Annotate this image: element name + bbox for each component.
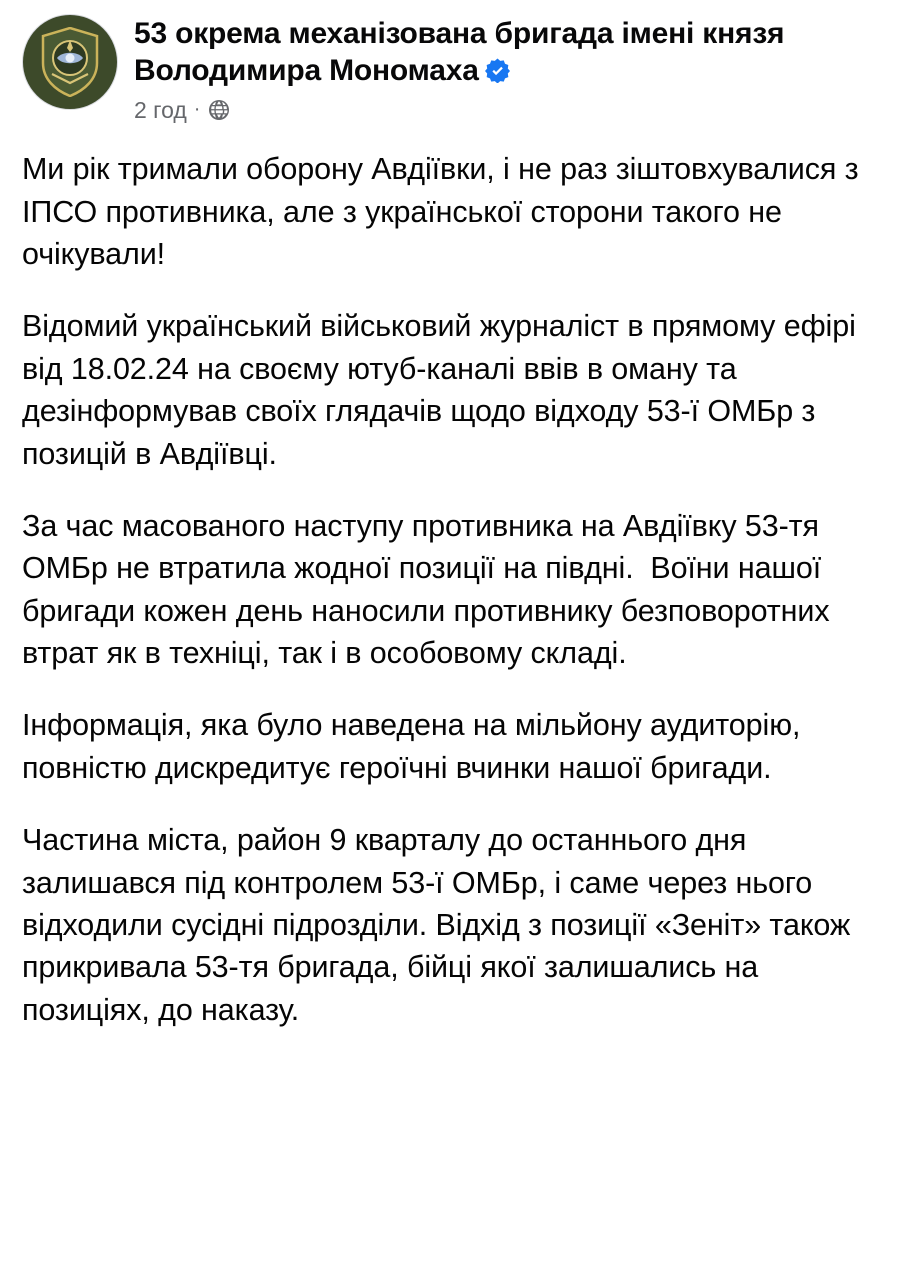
post-header-text — [134, 14, 879, 122]
post-paragraph: Відомий український військовий журналіст в прямому ефірі від 18.02.24 на своєму ютуб-каналі ввів в оману та дезінформував своїх глядачів щодо відходу 53-ї ОМБр з позицій в Авдіївці. — [22, 309, 865, 471]
post-paragraph: Інформація, яка було наведена на мільйону аудиторію, повністю дискредитує героїчні вчинки нашої бригади. — [22, 708, 809, 785]
globe-icon[interactable] — [207, 98, 231, 122]
post-meta — [134, 98, 879, 122]
post-paragraph: Ми рік тримали оборону Авдіївки, і не раз зіштовхувалися з ІПСО противника, але з української сторони такого не очікували! — [22, 152, 867, 271]
military-crest-icon — [39, 27, 101, 97]
post-body — [22, 148, 879, 1031]
verified-badge-icon — [485, 58, 510, 83]
post-paragraph: Частина міста, район 9 кварталу до останнього дня залишався під контролем 53-ї ОМБр, і саме через нього відходили сусідні підрозділи. Відхід з позиції «Зеніт» також прикривала 53-тя бригада, бійці якої залишались на позиціях, до наказу. — [22, 823, 859, 1027]
page-name[interactable] — [134, 16, 879, 89]
post-timestamp[interactable]: 2 год — [134, 96, 187, 123]
meta-separator: · — [193, 98, 201, 121]
post-header — [22, 14, 879, 122]
avatar[interactable] — [22, 14, 118, 110]
page-name-label: 53 окрема механізована бригада імені князя Володимира Мономаха — [134, 17, 785, 87]
post-paragraph: За час масованого наступу противника на Авдіївку 53-тя ОМБр не втратила жодної позиції на півдні. Воїни нашої бригади кожен день наносили противнику безповоротних втрат як в техніці, так і в особовому складі. — [22, 508, 838, 671]
